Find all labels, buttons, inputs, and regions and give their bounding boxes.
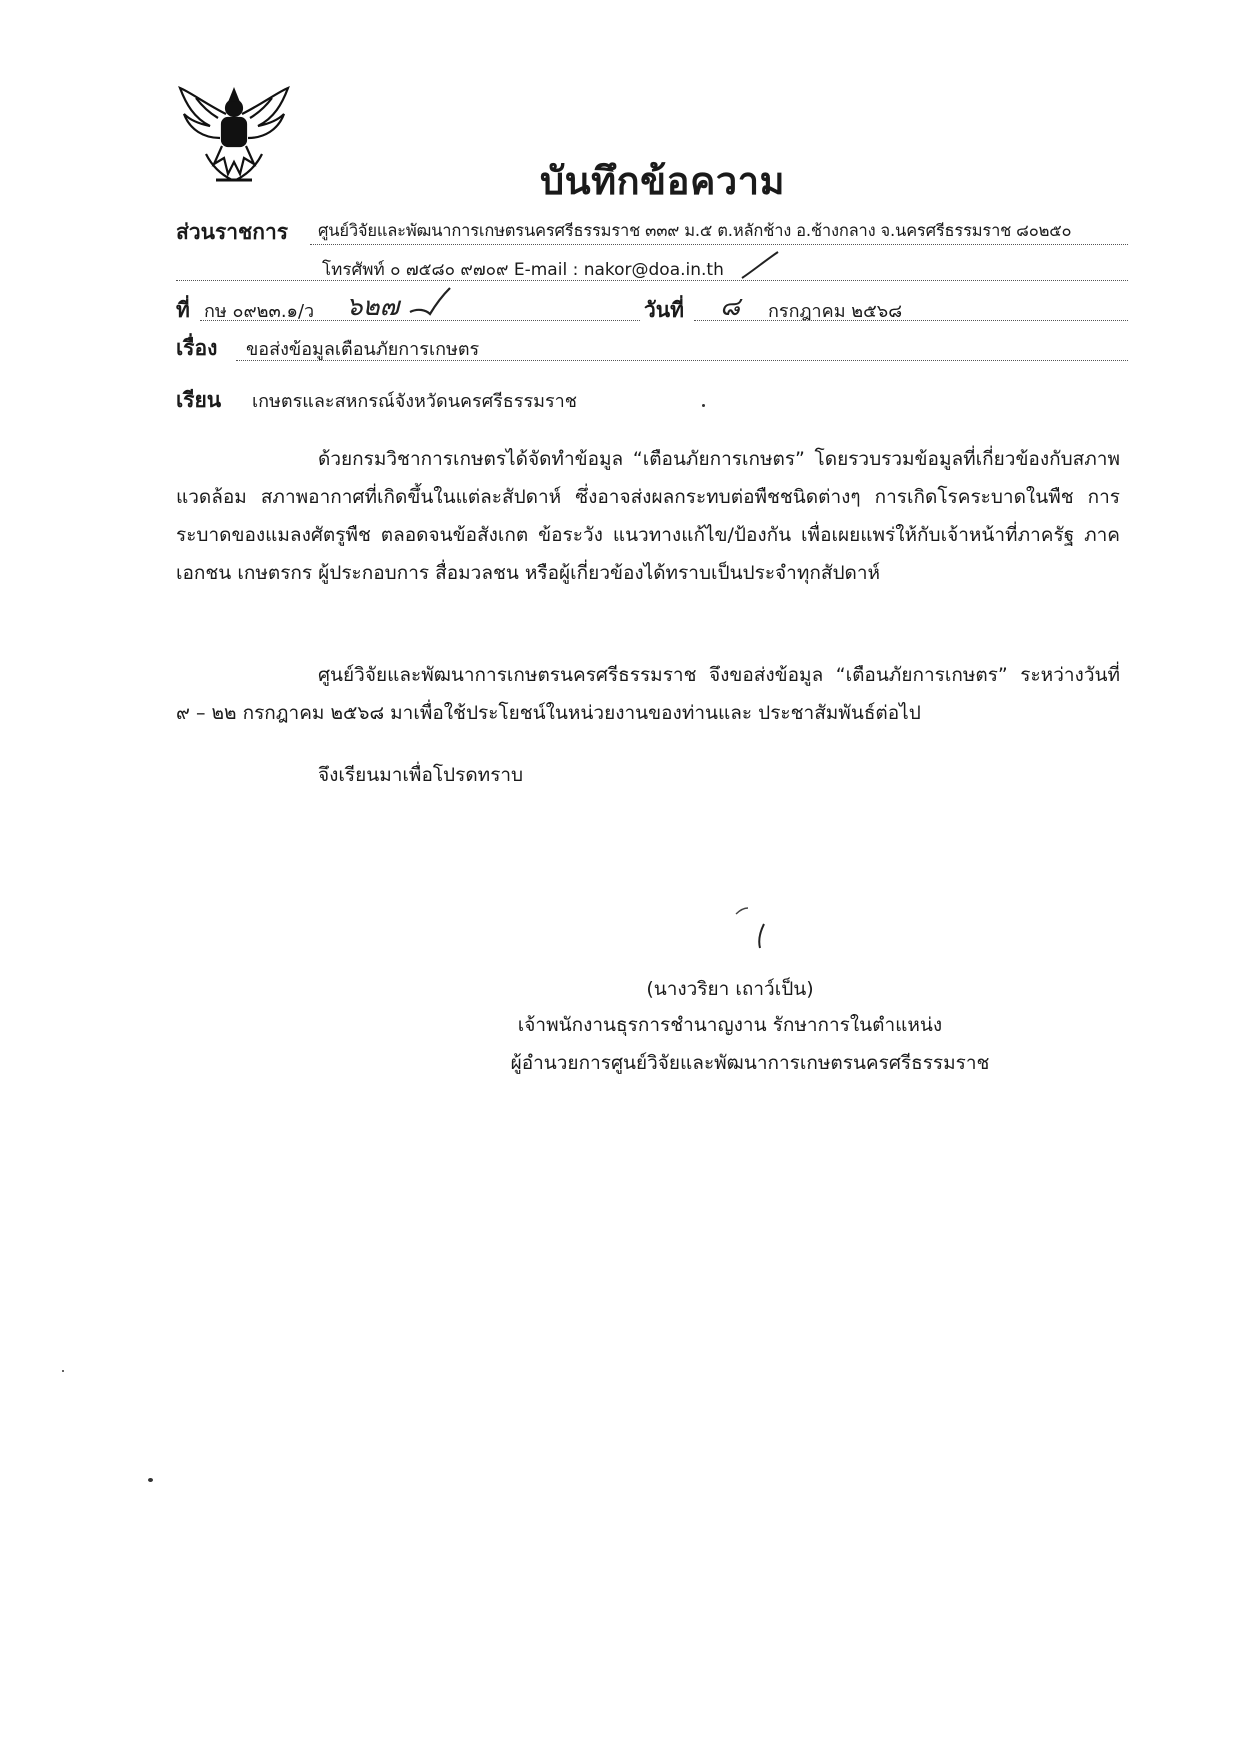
pen-tick-mark [740, 250, 780, 280]
department-value: ศูนย์วิจัยและพัฒนาการเกษตรนครศรีธรรมราช ๓๓๙ ม.๕ ต.หลักช้าง อ.ช้างกลาง จ.นครศรีธรรมราช ๘๐๒๕๐ [318, 221, 1072, 240]
scan-speck [148, 1478, 153, 1482]
date-value: กรกฎาคม ๒๕๖๘ [768, 301, 903, 322]
closing-line: จึงเรียนมาเพื่อโปรดทราบ [318, 764, 524, 786]
department-label: ส่วนราชการ [176, 220, 289, 244]
ref-label: ที่ [176, 298, 190, 322]
body-paragraph-2: ศูนย์วิจัยและพัฒนาการเกษตรนครศรีธรรมราช จึงขอส่งข้อมูล “เตือนภัยการเกษตร” ระหว่างวันที่ ๙ – ๒๒ กรกฎาคม ๒๕๖๘ มาเพื่อใช้ประโยชน์ในหน่วยงานของท่านและ ประชาสัมพันธ์ต่อไป [176, 664, 1120, 724]
dotted-line [236, 360, 1128, 361]
dotted-line [176, 280, 1128, 281]
scan-speck [702, 404, 705, 407]
dotted-line [310, 244, 1128, 245]
date-label: วันที่ [644, 298, 684, 322]
dotted-line [200, 320, 640, 321]
phone-email-line: โทรศัพท์ ๐ ๗๕๘๐ ๙๗๐๙ E-mail : nakor@doa.in.th [322, 260, 724, 280]
memo-title: บันทึกข้อความ [540, 159, 786, 203]
addressee-label: เรียน [176, 388, 222, 412]
scan-speck [62, 1370, 64, 1372]
subject-value: ขอส่งข้อมูลเตือนภัยการเกษตร [246, 339, 480, 360]
dotted-line [694, 320, 1128, 321]
signer-position-1: เจ้าพนักงานธุรการชำนาญงาน รักษาการในตำแหน่ง [517, 1014, 943, 1036]
signer-position-2: ผู้อำนวยการศูนย์วิจัยและพัฒนาการเกษตรนครศรีธรรมราช [510, 1052, 990, 1074]
ref-number-handwritten: ๖๒๗ [346, 292, 400, 322]
pen-tick-mark [408, 286, 452, 316]
ref-value: กษ ๐๙๒๓.๑/ว [204, 301, 315, 322]
garuda-emblem-icon [176, 84, 292, 184]
signer-name: (นางวริยา เถาว์เป็น) [646, 978, 814, 1000]
signature-mark [730, 900, 780, 960]
addressee-value: เกษตรและสหกรณ์จังหวัดนครศรีธรรมราช [252, 391, 577, 412]
date-day-handwritten: ๘ [720, 292, 741, 322]
body-paragraph-1: ด้วยกรมวิชาการเกษตรได้จัดทำข้อมูล “เตือนภัยการเกษตร” โดยรวบรวมข้อมูลที่เกี่ยวข้องกับสภาพแวดล้อม สภาพอากาศที่เกิดขึ้นในแต่ละสัปดาห์ ซึ่งอาจส่งผลกระทบต่อพืชชนิดต่างๆ การเกิดโรคระบาดในพืช การระบาดของแมลงศัตรูพืช ตลอดจนข้อสังเกต ข้อระวัง แนวทางแก้ไข/ป้องกัน เพื่อเผยแพร่ให้กับเจ้าหน้าที่ภาครัฐ ภาคเอกชน เกษตรกร ผู้ประกอบการ สื่อมวลชน หรือผู้เกี่ยวข้องได้ทราบเป็นประจำทุกสัปดาห์ [176, 448, 1120, 584]
subject-label: เรื่อง [176, 336, 218, 360]
